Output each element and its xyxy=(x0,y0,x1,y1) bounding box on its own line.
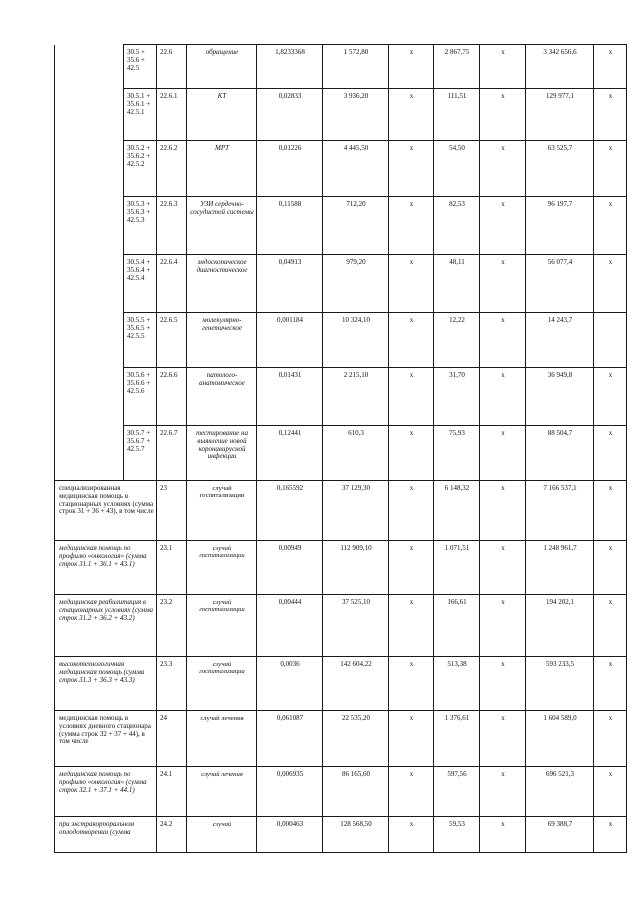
row-col11: х xyxy=(594,255,627,313)
row-col7: х xyxy=(389,141,434,197)
row-unit: случай лечения xyxy=(187,711,257,767)
row-code: 22.6 xyxy=(157,45,187,89)
row-col7: х xyxy=(389,657,434,711)
row-col10: 69 388,7 xyxy=(526,817,594,853)
row-cost: 112 909,10 xyxy=(323,541,389,595)
row-norm: 0,00949 xyxy=(257,541,323,595)
row-source-lines: 30.5.3 + 35.6.3 + 42.5.3 xyxy=(124,197,157,255)
row-norm: 0,006935 xyxy=(257,767,323,817)
row-code: 22.6.3 xyxy=(157,197,187,255)
row-cost: 712,20 xyxy=(323,197,389,255)
row-col10: 593 233,5 xyxy=(526,657,594,711)
row-cost: 2 215,10 xyxy=(323,368,389,426)
row-col10: 1 248 961,7 xyxy=(526,541,594,595)
row-col10: 88 504,7 xyxy=(526,426,594,481)
row-cost: 3 936,20 xyxy=(323,89,389,141)
row-code: 22.6.4 xyxy=(157,255,187,313)
row-code: 22.6.6 xyxy=(157,368,187,426)
row-col8: 166,61 xyxy=(434,595,480,657)
row-col9: х xyxy=(480,197,526,255)
row-unit: случай госпитализации xyxy=(187,541,257,595)
row-col9: х xyxy=(480,45,526,89)
blank-cell xyxy=(55,368,124,426)
row-norm: 0,000463 xyxy=(257,817,323,853)
row-cost: 22 535,20 xyxy=(323,711,389,767)
row-col11: х xyxy=(594,595,627,657)
row-col9: х xyxy=(480,313,526,368)
row-norm: 0,165592 xyxy=(257,481,323,541)
table-row xyxy=(55,657,627,711)
row-col9: х xyxy=(480,426,526,481)
table-row xyxy=(55,541,627,595)
table-row xyxy=(55,595,627,657)
row-col7: х xyxy=(389,45,434,89)
row-col11: х xyxy=(594,368,627,426)
row-col10: 7 166 537,1 xyxy=(526,481,594,541)
row-col9: х xyxy=(480,767,526,817)
tariff-table xyxy=(54,44,627,853)
row-norm: 0,061087 xyxy=(257,711,323,767)
row-cost: 142 604,22 xyxy=(323,657,389,711)
row-col7: х xyxy=(389,711,434,767)
table-row xyxy=(55,197,627,255)
row-col7: х xyxy=(389,481,434,541)
row-col11: х xyxy=(594,141,627,197)
table-row xyxy=(55,45,627,89)
row-col10: 696 521,3 xyxy=(526,767,594,817)
row-norm: 1,8233368 xyxy=(257,45,323,89)
row-name: эндоскопическое диагностическое xyxy=(187,255,257,313)
row-cost: 128 568,50 xyxy=(323,817,389,853)
row-source-lines: 30.5 + 35.6 + 42.5 xyxy=(124,45,157,89)
blank-cell xyxy=(55,197,124,255)
row-code: 24 xyxy=(157,711,187,767)
table-row xyxy=(55,368,627,426)
row-col7: х xyxy=(389,595,434,657)
row-norm: 0,02833 xyxy=(257,89,323,141)
row-col7: х xyxy=(389,541,434,595)
row-code: 24.2 xyxy=(157,817,187,853)
row-name: молекулярно-генетическое xyxy=(187,313,257,368)
row-col7: х xyxy=(389,817,434,853)
row-col8: 12,22 xyxy=(434,313,480,368)
row-col8: 31,70 xyxy=(434,368,480,426)
row-cost: 1 572,80 xyxy=(323,45,389,89)
row-name: КТ xyxy=(187,89,257,141)
row-code: 22.6.7 xyxy=(157,426,187,481)
row-col7: х xyxy=(389,426,434,481)
row-cost: 610,3 xyxy=(323,426,389,481)
row-code: 24.1 xyxy=(157,767,187,817)
row-code: 23 xyxy=(157,481,187,541)
row-source-lines: 30.5.4 + 35.6.4 + 42.5.4 xyxy=(124,255,157,313)
row-col11: х xyxy=(594,89,627,141)
row-name: при экстракорпоральном оплодотворении (сумма xyxy=(55,817,157,853)
table-row xyxy=(55,313,627,368)
row-code: 23.2 xyxy=(157,595,187,657)
row-norm: 0,01226 xyxy=(257,141,323,197)
row-col8: 75,93 xyxy=(434,426,480,481)
row-unit: случай госпитализации xyxy=(187,595,257,657)
row-col9: х xyxy=(480,541,526,595)
row-col11: х xyxy=(594,657,627,711)
blank-cell xyxy=(55,255,124,313)
row-col10: 14 243,7 xyxy=(526,313,594,368)
row-cost: 37 129,30 xyxy=(323,481,389,541)
row-norm: 0,01431 xyxy=(257,368,323,426)
row-code: 22.6.2 xyxy=(157,141,187,197)
row-name: МРТ xyxy=(187,141,257,197)
row-col11: х xyxy=(594,711,627,767)
row-col8: 6 148,32 xyxy=(434,481,480,541)
blank-cell xyxy=(55,89,124,141)
table-row xyxy=(55,255,627,313)
row-col10: 129 977,1 xyxy=(526,89,594,141)
row-name: высокотехнологичная медицинская помощь (сумма строк 31.3 + 36.3 + 43.3) xyxy=(55,657,157,711)
row-col10: 36 949,8 xyxy=(526,368,594,426)
row-source-lines: 30.5.2 + 35.6.2 + 42.5.2 xyxy=(124,141,157,197)
row-col10: 3 342 656,6 xyxy=(526,45,594,89)
table-row xyxy=(55,817,627,853)
row-col8: 1 376,61 xyxy=(434,711,480,767)
row-col9: х xyxy=(480,481,526,541)
row-col9: х xyxy=(480,368,526,426)
row-code: 22.6.1 xyxy=(157,89,187,141)
row-name: медицинская помощь по профилю «онкология» (сумма строк 32.1 + 37.1 + 44.1) xyxy=(55,767,157,817)
row-col7: х xyxy=(389,89,434,141)
row-col11: х xyxy=(594,197,627,255)
row-name: специализированная медицинская помощь в стационарных условиях (сумма строк 31 + 36 + 43), в том числе xyxy=(55,481,157,541)
row-norm: 0,12441 xyxy=(257,426,323,481)
row-col11: х xyxy=(594,541,627,595)
row-norm: 0,001184 xyxy=(257,313,323,368)
row-unit: случай лечения xyxy=(187,767,257,817)
row-col9: х xyxy=(480,657,526,711)
row-code: 22.6.5 xyxy=(157,313,187,368)
row-col10: 1 604 589,0 xyxy=(526,711,594,767)
row-col11: х xyxy=(594,45,627,89)
row-norm: 0,00444 xyxy=(257,595,323,657)
row-col10: 96 197,7 xyxy=(526,197,594,255)
row-source-lines: 30.5.7 + 35.6.7 + 42.5.7 xyxy=(124,426,157,481)
row-col8: 59,53 xyxy=(434,817,480,853)
row-name: УЗИ сердечно-сосудистой системы xyxy=(187,197,257,255)
row-code: 23.3 xyxy=(157,657,187,711)
row-cost: 979,20 xyxy=(323,255,389,313)
row-name: обращение xyxy=(187,45,257,89)
table-row xyxy=(55,767,627,817)
row-col10: 63 525,7 xyxy=(526,141,594,197)
table-row xyxy=(55,89,627,141)
row-col9: х xyxy=(480,711,526,767)
row-name: патолого-анатомическое xyxy=(187,368,257,426)
row-col11: х xyxy=(594,426,627,481)
row-col9: х xyxy=(480,595,526,657)
row-cost: 10 324,10 xyxy=(323,313,389,368)
row-col8: 48,11 xyxy=(434,255,480,313)
row-source-lines: 30.5.6 + 35.6.6 + 42.5.6 xyxy=(124,368,157,426)
row-col8: 54,50 xyxy=(434,141,480,197)
blank-cell xyxy=(55,313,124,368)
table-row xyxy=(55,141,627,197)
row-col8: 111,51 xyxy=(434,89,480,141)
table-row xyxy=(55,481,627,541)
row-col8: 1 071,51 xyxy=(434,541,480,595)
row-col9: х xyxy=(480,255,526,313)
row-cost: 86 165,60 xyxy=(323,767,389,817)
row-col11 xyxy=(594,313,627,368)
row-unit: случай госпитализации xyxy=(187,481,257,541)
row-col8: 597,56 xyxy=(434,767,480,817)
blank-cell xyxy=(55,141,124,197)
row-col9: х xyxy=(480,817,526,853)
row-col7: х xyxy=(389,767,434,817)
row-cost: 37 525,10 xyxy=(323,595,389,657)
row-col11: х xyxy=(594,817,627,853)
row-source-lines: 30.5.1 + 35.6.1 + 42.5.1 xyxy=(124,89,157,141)
row-source-lines: 30.5.5 + 35.6.5 + 42.5.5 xyxy=(124,313,157,368)
row-col11: х xyxy=(594,481,627,541)
row-norm: 0,04913 xyxy=(257,255,323,313)
row-col7: х xyxy=(389,197,434,255)
row-norm: 0,0036 xyxy=(257,657,323,711)
blank-cell xyxy=(55,426,124,481)
row-col8: 513,38 xyxy=(434,657,480,711)
row-unit: случай госпитализации xyxy=(187,657,257,711)
row-norm: 0,11588 xyxy=(257,197,323,255)
row-col9: х xyxy=(480,89,526,141)
row-code: 23.1 xyxy=(157,541,187,595)
row-col7: х xyxy=(389,255,434,313)
row-col7: х xyxy=(389,313,434,368)
row-col9: х xyxy=(480,141,526,197)
table-row xyxy=(55,426,627,481)
row-name: медицинская реабилитация в стационарных условиях (сумма строк 31.2 + 36.2 + 43.2) xyxy=(55,595,157,657)
row-col10: 194 202,1 xyxy=(526,595,594,657)
blank-cell xyxy=(55,45,124,89)
row-col8: 82,53 xyxy=(434,197,480,255)
row-name: медицинская помощь по профилю «онкология» (сумма строк 31.1 + 36.1 + 43.1) xyxy=(55,541,157,595)
table-row xyxy=(55,711,627,767)
row-col7: х xyxy=(389,368,434,426)
row-name: медицинская помощь в условиях дневного стационара (сумма строк 32 + 37 + 44), в том числе xyxy=(55,711,157,767)
row-col8: 2 867,75 xyxy=(434,45,480,89)
row-col11: х xyxy=(594,767,627,817)
row-cost: 4 445,50 xyxy=(323,141,389,197)
row-name: тестирование на выявление новой коронавирусной инфекции xyxy=(187,426,257,481)
row-unit: случай xyxy=(187,817,257,853)
row-col10: 56 077,4 xyxy=(526,255,594,313)
